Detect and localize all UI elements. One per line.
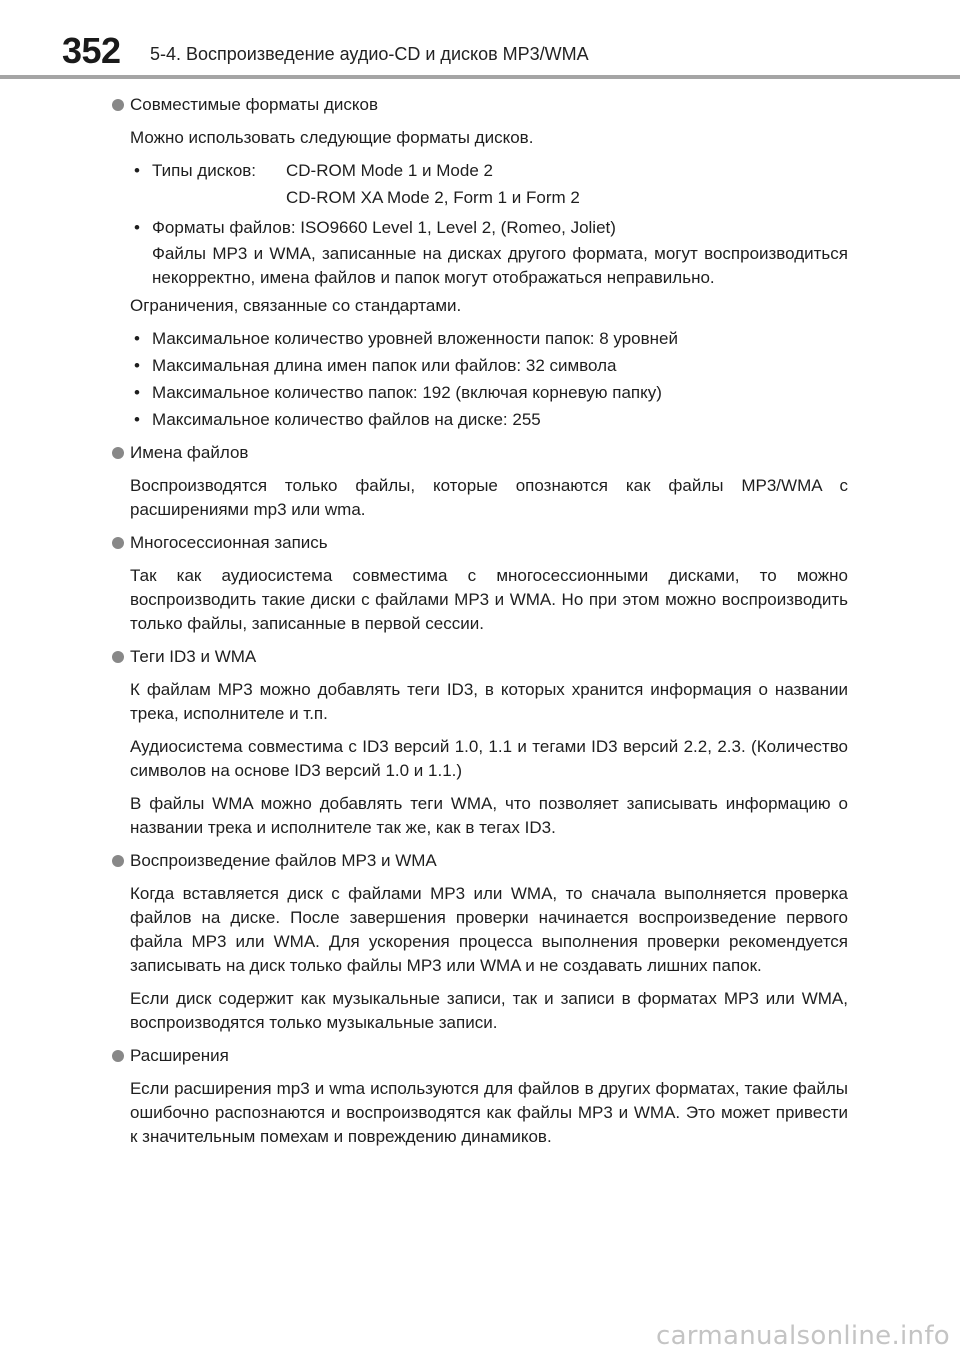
paragraph: В файлы WMA можно добавлять теги WMA, что позволяет записывать информацию о названии трека и исполнителе так же, как в тегах ID3.	[130, 794, 848, 837]
paragraph: Когда вставляется диск с файлами MP3 или WMA, то сначала выполняется проверка файлов на диске. После завершения проверки начинается воспроизведение первого файла MP3 или WMA. Для ускорения процесса выполнения проверки рекомендуется записывать на диск только файлы MP3 или WMA и не создавать лишних папок.	[130, 884, 848, 975]
section-title-file-names: Имена файлов	[112, 441, 848, 465]
paragraph: Аудиосистема совместима с ID3 версий 1.0, 1.1 и тегами ID3 версий 2.2, 2.3. (Количество символов на основе ID3 версий 1.0 и 1.1.)	[130, 737, 848, 780]
section-title-playback: Воспроизведение файлов MP3 и WMA	[112, 849, 848, 873]
section-bullet-icon	[112, 447, 124, 459]
paragraph: Если диск содержит как музыкальные записи, так и записи в форматах MP3 или WMA, воспроизводятся только музыкальные записи.	[130, 989, 848, 1032]
disc-type-2: CD-ROM XA Mode 2, Form 1 и Form 2	[286, 188, 580, 207]
limits-intro: Ограничения, связанные со стандартами.	[130, 296, 462, 315]
section-title-formats: Совместимые форматы дисков	[112, 93, 848, 117]
paragraph: Если расширения mp3 и wma используются для файлов в других форматах, такие файлы ошибочно распознаются и воспроизводятся как файлы MP3 и WMA. Это может привести к значительным помехам и повреждению динамиков.	[130, 1079, 848, 1146]
list-item-disc-types: • Типы дисков: CD-ROM Mode 1 и Mode 2 CD-ROM XA Mode 2, Form 1 и Form 2	[130, 159, 848, 213]
list-item-file-formats: • Форматы файлов: ISO9660 Level 1, Level 2, (Romeo, Joliet) Файлы MP3 и WMA, записанные на дисках другого формата, могут воспроизводиться некорректно, имена файлов и папок могут отображаться неправильно.	[130, 216, 848, 290]
formats-intro: Можно использовать следующие форматы дисков.	[130, 128, 534, 147]
section-bullet-icon	[112, 537, 124, 549]
list-item: • Максимальное количество файлов на диске: 255	[130, 408, 848, 432]
section-bullet-icon	[112, 651, 124, 663]
header-rule	[0, 75, 960, 79]
file-formats-note: Файлы MP3 и WMA, записанные на дисках другого формата, могут воспроизводиться некорректно, имена файлов и папок могут отображаться неправильно.	[152, 244, 848, 287]
chapter-title: 5-4. Воспроизведение аудио-CD и дисков MP3/WMA	[150, 44, 589, 64]
section-title-tags: Теги ID3 и WMA	[112, 645, 848, 669]
list-item: • Максимальное количество папок: 192 (включая корневую папку)	[130, 381, 848, 405]
formats-list	[130, 159, 848, 290]
section-title-multisession: Многосессионная запись	[112, 531, 848, 555]
section-title-extensions: Расширения	[112, 1044, 848, 1068]
list-item: • Максимальная длина имен папок или файлов: 32 символа	[130, 354, 848, 378]
list-item: • Максимальное количество уровней вложенности папок: 8 уровней	[130, 327, 848, 351]
section-bullet-icon	[112, 1050, 124, 1062]
page-content	[112, 93, 848, 1158]
watermark-text: carmanualsonline.info	[655, 1321, 950, 1351]
paragraph: Так как аудиосистема совместима с многосессионными дисками, то можно воспроизводить такие диски с файлами MP3 и WMA. Но при этом можно воспроизводить только файлы, записанные в первой сессии.	[130, 566, 848, 633]
paragraph: Воспроизводятся только файлы, которые опознаются как файлы MP3/WMA с расширениями mp3 или wma.	[130, 476, 848, 519]
paragraph: К файлам MP3 можно добавлять теги ID3, в которых хранится информация о названии трека, исполнителе и т.п.	[130, 680, 848, 723]
disc-type-1: CD-ROM Mode 1 и Mode 2	[286, 161, 493, 180]
limits-list	[130, 327, 848, 432]
section-bullet-icon	[112, 99, 124, 111]
section-bullet-icon	[112, 855, 124, 867]
page-header	[0, 0, 960, 82]
page-number: 352	[62, 30, 121, 71]
